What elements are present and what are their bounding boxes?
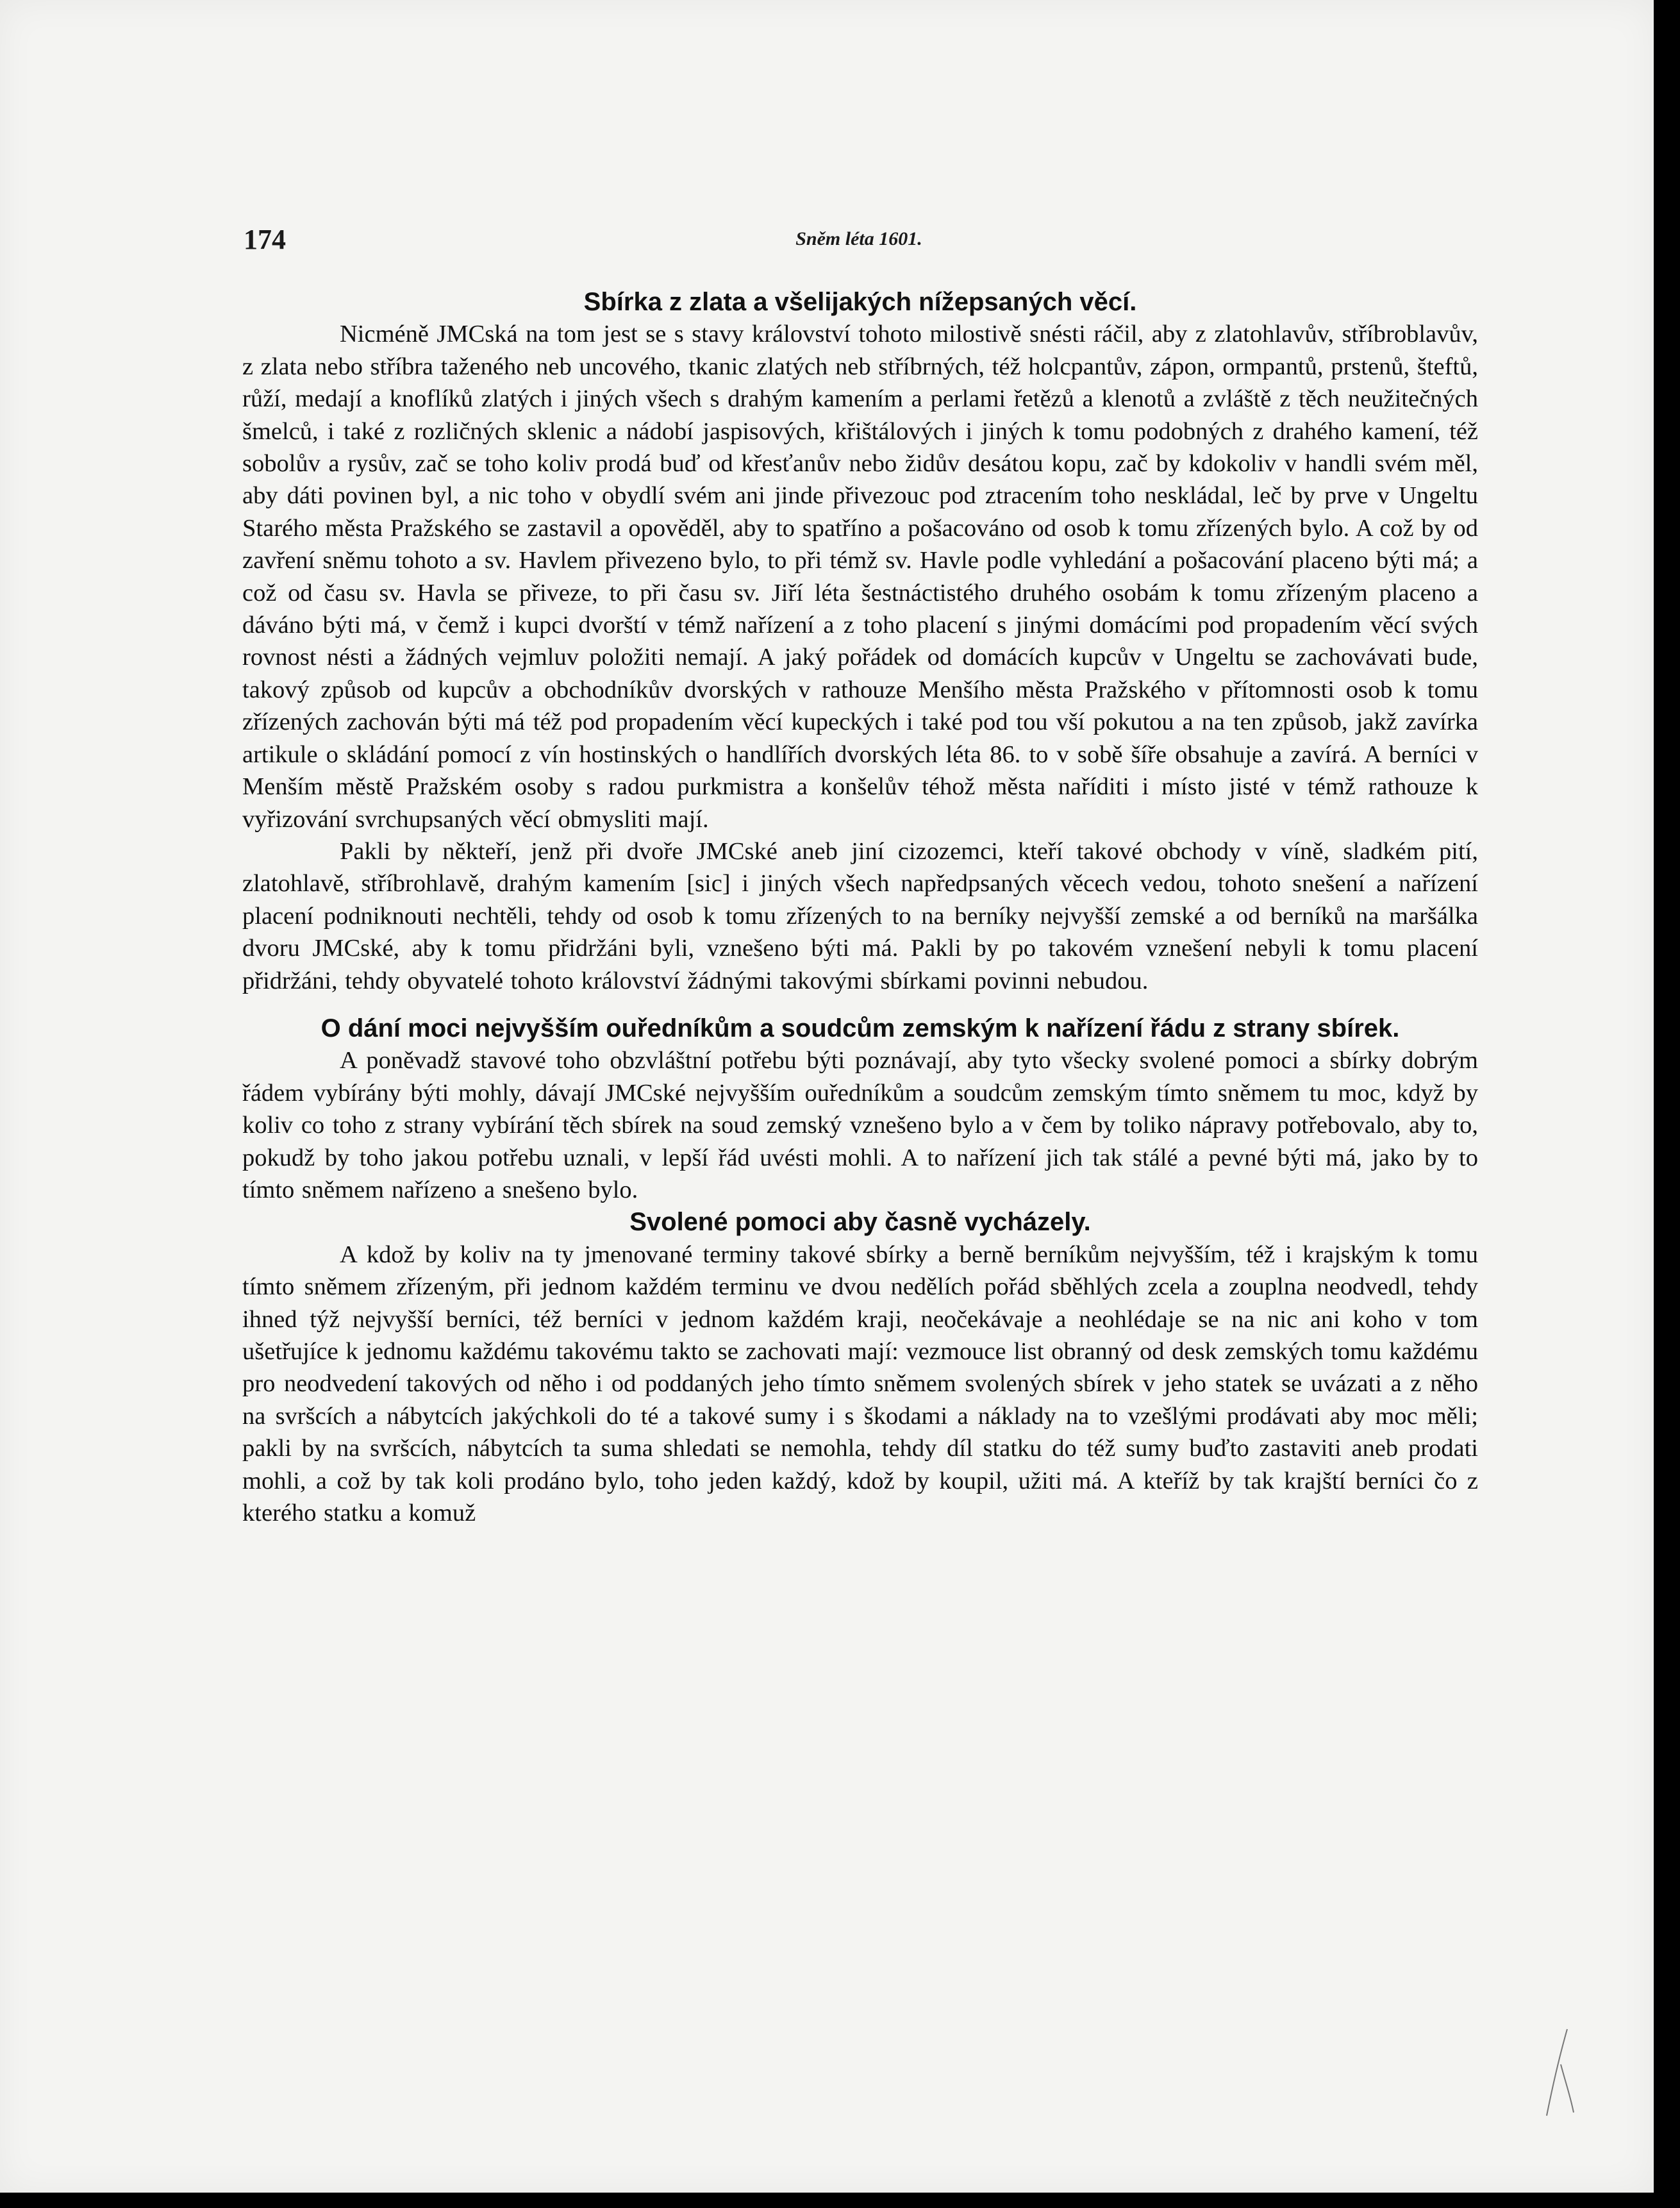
paragraph: Nicméně JMCská na tom jest se s stavy království tohoto milostivě snésti ráčil, aby z zlatohlavův, stříbroblavův, z zlata nebo stříbra taženého neb uncového, tkanic zlatých neb stříbrných, též holcpantův, zápon, ormpantů, prstenů, šteftů, růží, medají a knoflíků zlatých i jiných všech s drahým kamením a perlami řetězů a klenotů a zvláště z těch neužitečných šmelců, i také z rozličných sklenic a nádobí jaspisových, křištálových i jiných k tomu podobných z drahého kamení, též sobolův a rysův, zač se toho koliv prodá buď od křesťanův nebo židův desátou kopu, zač by kdokoliv v handli svém měl, aby dáti povinen byl, a nic toho v obydlí svém ani jinde přivezouc pod ztracením toho neskládal, leč by prve v Ungeltu Starého města Pražského se zastavil a opověděl, aby to spatříno a pošacováno od osob k tomu zřízených bylo. A což by od zavření sněmu tohoto a sv. Havlem přivezeno bylo, to při témž sv. Havle podle vyhledání a pošacování placeno býti má; a což od času sv. Havla se přiveze, to při času sv. Jiří léta šestnáctistého druhého osobám k tomu zřízeným placeno a dáváno býti má, v čemž i kupci dvorští v témž nařízení a z toho placení s jinými domácími pod propadením věcí svých rovnost nésti a žádných vejmluv položiti nemají. A jaký pořádek od domácích kupcův v Ungeltu se zachovávati bude, takový způsob od kupcův a obchodníkův dvorských v rathouze Menšího města Pražského v přítomnosti osob k tomu zřízených zachován býti má též pod propadením věcí kupeckých i také pod tou vší pokutou a na ten způsob, jakž zavírka artikule o skládání pomocí z vín hostinských o handlířích dvorských léta 86. to v sobě šíře obsahuje a zavírá. A berníci v Menším městě Pražském osoby s radou purkmistra a konšelův téhož města naříditi i místo jisté v témž rathouze k vyřizování svrchupsaných věcí obmysliti mají. bbox=[242, 321, 1478, 833]
page-header bbox=[244, 223, 1474, 262]
running-title: Sněm léta 1601. bbox=[795, 228, 922, 249]
document-body bbox=[242, 286, 1478, 1529]
section-heading: O dání moci nejvyšším ouředníkům a soudcům zemským k nařízení řádu z strany sbírek. bbox=[320, 1014, 1400, 1042]
paragraph: Pakli by někteří, jenž při dvoře JMCské aneb jiní cizozemci, kteří takové obchody v víně, sladkém pití, zlatohlavě, stříbrohlavě, drahým kamením [sic] i jiných všech napředpsaných věcech vedou, tohoto snešení a nařízení placení podniknouti nechtěli, tehdy od osob k tomu zřízených to na berníky nejvyšší zemské a od berníků na maršálka dvoru JMCské, aby k tomu přidržáni byli, vznešeno býti má. Pakli by po takovém vznešení nebyli k tomu placení přidržáni, tehdy obyvatelé tohoto království žádnými takovými sbírkami povinni nebudou. bbox=[242, 837, 1478, 994]
section-svolene-pomoci bbox=[242, 1206, 1478, 1529]
paragraph: A kdož by koliv na ty jmenované terminy takové sbírky a berně berníkům nejvyšším, též i krajským k tomu tímto sněmem zřízeným, při jednom každém terminu ve dvou nedělích pořád sběhlých zcela a zouplna neodvedl, tehdy ihned týž nejvyšší berníci, též berníci v jednom každém kraji, neočekávaje a neohlédaje se na nic ani koho v tom ušetřujíce k jednomu každému takovému takto se zachovati mají: vezmouce list obranný od desk zemských tomu každému pro neodvedení takových od něho i od poddaných jeho tímto sněmem svolených sbírek v jeho statek se uvázati a z něho na svršcích a nábytcích jakýchkoli do té a takové sumy i s škodami a náklady na to vzešlými prodávati aby moc měli; pakli by na svršcích, nábytcích ta suma shledati se nemohla, tehdy díl statku do též sumy buďto zastaviti aneb prodati mohli, a což by tak koli prodáno bylo, toho jeden každý, kdož by koupil, užiti má. A kteříž by tak krajští berníci čo z kterého statku a komuž bbox=[242, 1241, 1478, 1527]
page-number: 174 bbox=[244, 224, 286, 255]
pencil-mark-icon bbox=[1542, 2026, 1580, 2122]
paragraph: A poněvadž stavové toho obzvláštní potřebu býti poznávají, aby tyto všecky svolené pomoci a sbírky dobrým řádem vybírány býti mohly, dávají JMCské nejvyšším ouředníkům a soudcům zemským tímto sněmem tu moc, když by koliv co toho z strany vybírání těch sbírek na soud zemský vznešeno bylo a v čem by toliko nápravy potřebovalo, aby to, pokudž by toho jakou potřebu uznali, v lepší řád uvésti mohli. A to nařízení jich tak stálé a pevné býti má, jako by to tímto sněmem nařízeno a snešeno bylo. bbox=[242, 1047, 1478, 1203]
section-sbirka bbox=[242, 286, 1478, 997]
section-heading: Sbírka z zlata a všelijakých nížepsaných věcí. bbox=[583, 288, 1137, 316]
section-dani-moci bbox=[242, 1012, 1478, 1206]
section-heading: Svolené pomoci aby časně vycházely. bbox=[629, 1208, 1091, 1237]
